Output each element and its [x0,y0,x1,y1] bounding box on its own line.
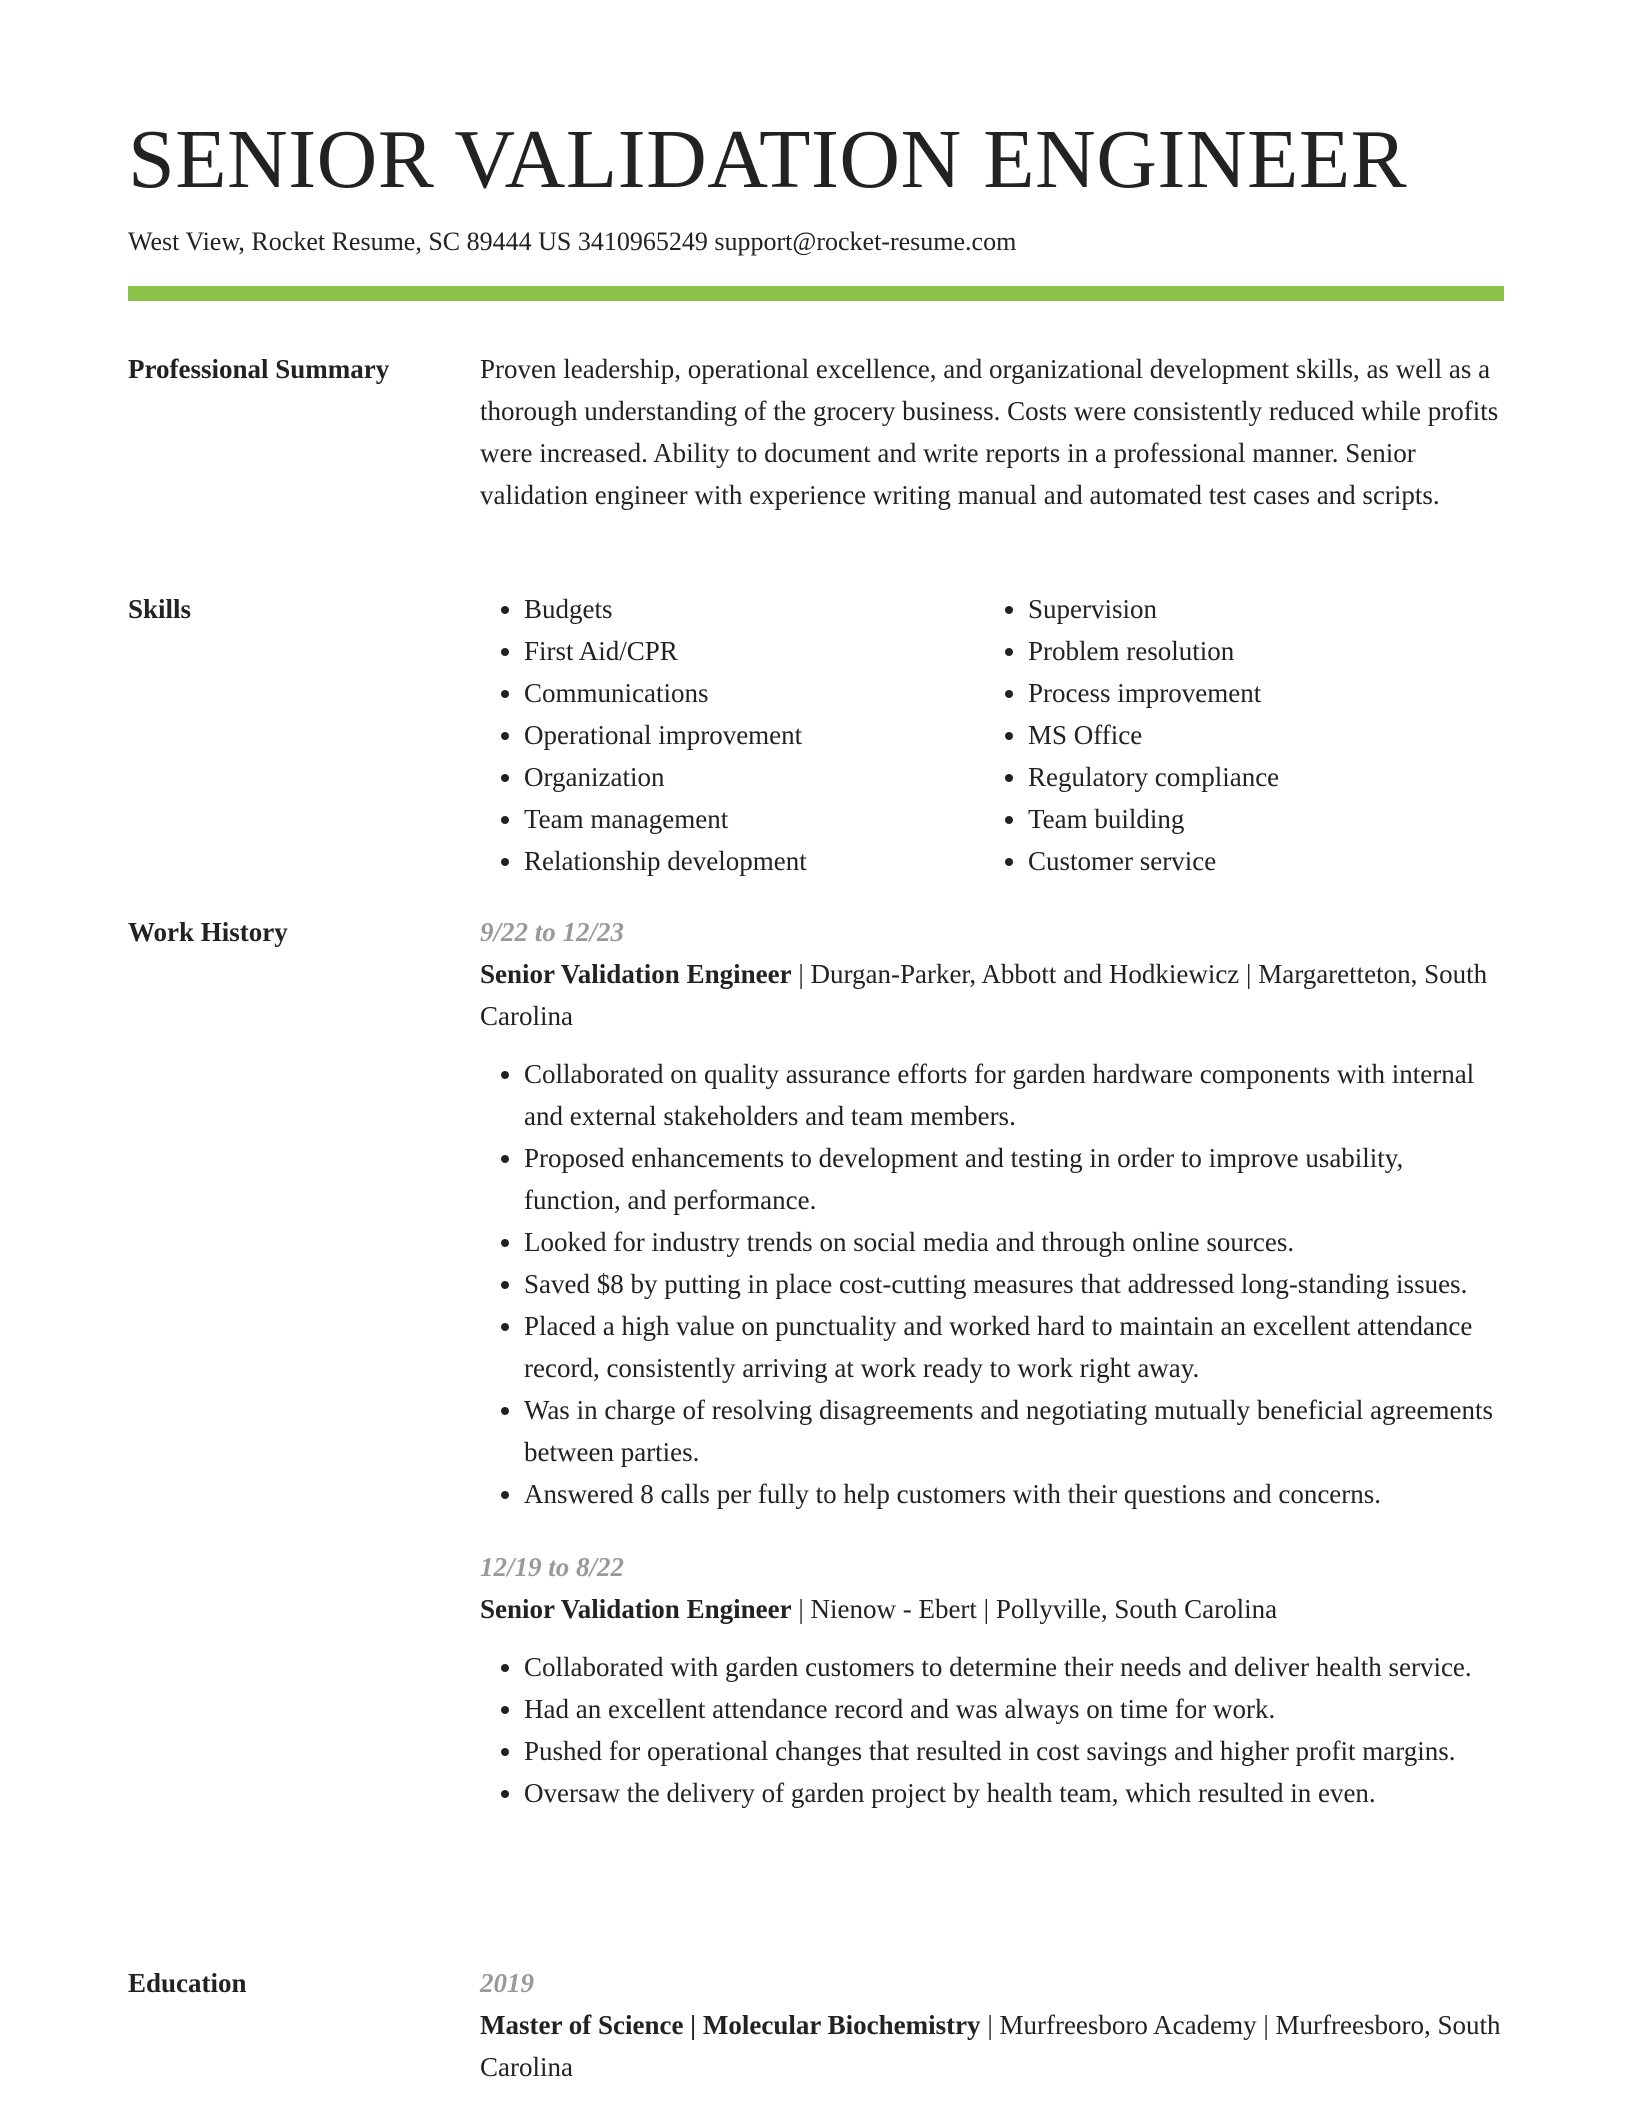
job-title: Senior Validation Engineer [480,1594,792,1624]
phone: 3410965249 [577,227,708,256]
skill-item: • Team management [524,798,984,840]
skills-list-left [480,588,984,882]
job-bullet: • Pushed for operational changes that resulted in cost savings and higher profit margins. [524,1730,1504,1772]
section-heading: Professional Summary [128,354,390,384]
job-date: 9/22 to 12/23 [480,917,625,947]
header-divider [128,286,1504,301]
skill-item: • Budgets [524,588,984,630]
summary-text: Proven leadership, operational excellence, and organizational development skills, as well as a thorough understanding of the grocery business. Costs were consistently reduced while profits were increased. Ability to document and write reports in a professional manner. Senior validation engineer with experience writing manual and automated test cases and scripts. [480,354,1499,510]
job-bullet: • Was in charge of resolving disagreements and negotiating mutually beneficial agreements between parties. [524,1389,1504,1473]
work-history-body [480,911,1504,1814]
job-bullets [480,1053,1504,1515]
job-bullet: • Collaborated with garden customers to determine their needs and deliver health service. [524,1646,1504,1688]
skill-item: • First Aid/CPR [524,630,984,672]
skill-item: • Relationship development [524,840,984,882]
job-bullet: • Collaborated on quality assurance efforts for garden hardware components with internal and external stakeholders and team members. [524,1053,1504,1137]
skill-item: • Customer service [1028,840,1488,882]
job-title: Senior Validation Engineer [480,959,792,989]
education-heading [480,2004,1504,2088]
job-bullet: • Saved $8 by putting in place cost-cutting measures that addressed long-standing issues. [524,1263,1504,1305]
skill-item: • Problem resolution [1028,630,1488,672]
degree: Master of Science | Molecular Biochemistry [480,2010,981,2040]
skill-item: • Communications [524,672,984,714]
job-bullet: • Answered 8 calls per fully to help customers with their questions and concerns. [524,1473,1504,1515]
education-body [480,1962,1504,2088]
skill-item: • Supervision [1028,588,1488,630]
skill-item: • Team building [1028,798,1488,840]
skill-item: • MS Office [1028,714,1488,756]
job-bullet: • Placed a high value on punctuality and worked hard to maintain an excellent attendance record, consistently arriving at work ready to work right away. [524,1305,1504,1389]
section-heading: Work History [128,917,288,947]
skill-item: • Process improvement [1028,672,1488,714]
resume-header [128,113,1504,257]
job-heading [480,1588,1504,1630]
job-heading [480,953,1504,1037]
skills-columns [480,588,1504,882]
section-heading: Skills [128,594,192,624]
education-details: | Murfreesboro Academy | Murfreesboro, South Carolina [480,2010,1501,2082]
skill-item: • Organization [524,756,984,798]
job-bullet: • Oversaw the delivery of garden project by health team, which resulted in even. [524,1772,1504,1814]
address: West View, Rocket Resume, SC 89444 US [128,227,572,256]
job-entry [480,911,1504,1515]
skill-item: • Operational improvement [524,714,984,756]
summary-body [480,348,1504,516]
skills-list-right [984,588,1488,882]
section-heading: Education [128,1968,247,1998]
job-bullets [480,1646,1504,1814]
email: support@rocket-resume.com [714,227,1017,256]
job-details: | Durgan-Parker, Abbott and Hodkiewicz | Margaretteton, South Carolina [480,959,1488,1031]
skill-item: • Regulatory compliance [1028,756,1488,798]
job-bullet: • Had an excellent attendance record and was always on time for work. [524,1688,1504,1730]
job-entry [480,1546,1504,1814]
job-date: 12/19 to 8/22 [480,1552,625,1582]
job-details: | Nienow - Ebert | Pollyville, South Carolina [791,1594,1278,1624]
candidate-name: SENIOR VALIDATION ENGINEER [128,113,1408,206]
contact-line [128,226,1504,257]
job-bullet: • Looked for industry trends on social media and through online sources. [524,1221,1504,1263]
job-bullet: • Proposed enhancements to development and testing in order to improve usability, function, and performance. [524,1137,1504,1221]
education-date: 2019 [480,1968,534,1998]
